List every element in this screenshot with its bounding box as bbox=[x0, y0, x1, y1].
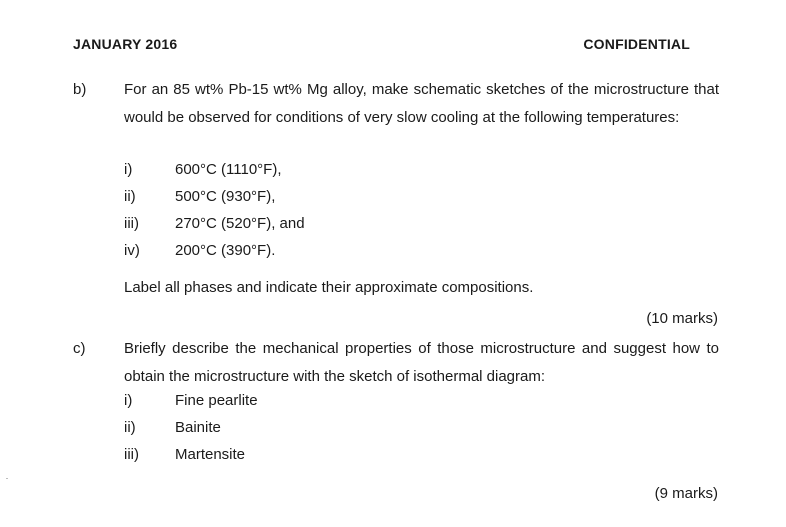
section-c-label: c) bbox=[73, 340, 86, 357]
section-b-item bbox=[124, 187, 275, 207]
item-number: iv) bbox=[124, 242, 140, 259]
header-confidential: CONFIDENTIAL bbox=[583, 36, 690, 52]
item-number: iii) bbox=[124, 215, 139, 232]
section-b-item bbox=[124, 214, 305, 234]
section-b-note: Label all phases and indicate their approximate compositions. bbox=[124, 279, 534, 296]
section-c-marks: (9 marks) bbox=[654, 485, 718, 502]
section-c-item bbox=[124, 391, 258, 411]
item-number: iii) bbox=[124, 446, 139, 463]
section-b-item bbox=[124, 241, 275, 261]
item-number: ii) bbox=[124, 419, 136, 436]
scan-speck bbox=[6, 478, 8, 479]
item-text: 600°C (1110°F), bbox=[175, 161, 282, 178]
item-text: 270°C (520°F), and bbox=[175, 215, 305, 232]
item-text: Bainite bbox=[175, 419, 221, 436]
header-date: JANUARY 2016 bbox=[73, 36, 178, 52]
section-b-question: For an 85 wt% Pb-15 wt% Mg alloy, make schematic sketches of the microstructure that would be observed for conditions of very slow cooling at the following temperatures: bbox=[124, 81, 719, 126]
item-number: ii) bbox=[124, 188, 136, 205]
item-text: Fine pearlite bbox=[175, 392, 258, 409]
item-text: Martensite bbox=[175, 446, 246, 463]
section-b-label: b) bbox=[73, 81, 87, 98]
item-text: 200°C (390°F). bbox=[175, 242, 276, 259]
section-c-question: Briefly describe the mechanical properties of those microstructure and suggest how to obtain the microstructure with the sketch of isothermal diagram: bbox=[124, 340, 719, 385]
section-c-item bbox=[124, 418, 221, 438]
item-text: 500°C (930°F), bbox=[175, 188, 276, 205]
section-c-item bbox=[124, 445, 245, 465]
section-b-item bbox=[124, 160, 282, 180]
section-b-marks: (10 marks) bbox=[646, 310, 718, 327]
item-number: i) bbox=[124, 392, 133, 409]
item-number: i) bbox=[124, 161, 133, 178]
